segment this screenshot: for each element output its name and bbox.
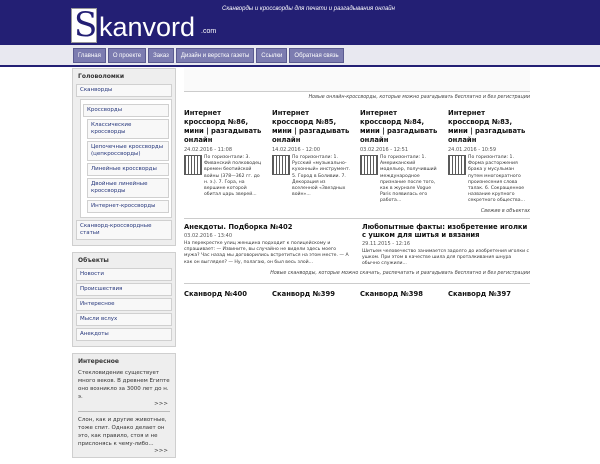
sidebar-item-jokes[interactable]: Анекдоты <box>76 328 172 341</box>
main-content <box>184 68 530 298</box>
nav-links[interactable]: Ссылки <box>256 48 287 63</box>
scanword-card-title[interactable]: Сканворд №399 <box>272 289 335 298</box>
objects-heading: Объекты <box>78 257 109 264</box>
nav-feedback[interactable]: Обратная связь <box>289 48 343 63</box>
puzzles-heading: Головоломки <box>78 73 125 80</box>
fact-more-link[interactable]: >>> <box>154 401 168 407</box>
crossword-card[interactable] <box>448 109 528 205</box>
sidebar-item-news[interactable]: Новости <box>76 268 172 281</box>
article-date: 03.02.2016 - 13:40 <box>184 232 233 239</box>
card-text: По горизонтали: 3. Фиванский полководец времен беотийской войны (378—362 гг. до н. э.). 7. Гора, на вершине которой обитал царь зверей... <box>204 155 262 198</box>
crossword-cards <box>184 109 530 205</box>
articles-row <box>184 223 530 268</box>
card-date: 14.02.2016 - 12:00 <box>272 147 321 153</box>
divider <box>184 218 530 219</box>
card-date: 24.01.2016 - 10:59 <box>448 147 497 153</box>
crossword-thumbnail[interactable] <box>184 155 202 175</box>
sidebar-item-double-linear[interactable]: Двойные линейные кроссворды <box>87 178 169 198</box>
sidebar-item-articles[interactable]: Сканворд-кроссвордные статьи <box>76 220 172 240</box>
crossword-thumbnail[interactable] <box>448 155 466 175</box>
divider <box>184 283 530 284</box>
nav-order[interactable]: Заказ <box>148 48 174 63</box>
nav-design[interactable]: Дизайн и верстка газеты <box>176 48 254 63</box>
scanword-card-title[interactable]: Сканворд №397 <box>448 289 511 298</box>
logo-domain: .com <box>201 28 217 35</box>
nav-home[interactable]: Главная <box>73 48 106 63</box>
card-text: По горизонтали: 1. Форма расторжения брака у мусульман путем многократного произнесения слова талак. 6. Сокращенное название крупного секретного общества... <box>468 155 525 204</box>
crossword-thumbnail[interactable] <box>272 155 290 175</box>
sidebar-item-crosswords[interactable]: Кроссворды <box>83 104 169 117</box>
card-title[interactable]: Интернет кроссворд №86, мини | разгадывать онлайн <box>184 109 262 144</box>
facts-block <box>72 353 176 458</box>
card-title[interactable]: Интернет кроссворд №84, мини | разгадывать онлайн <box>360 109 438 144</box>
sidebar-item-internet[interactable]: Интернет-кроссворды <box>87 200 169 213</box>
card-title[interactable]: Интернет кроссворд №83, мини | разгадывать онлайн <box>448 109 526 144</box>
article-title[interactable]: Любопытные факты: изобретение иголки с ушком для шитья и вязания <box>362 222 528 239</box>
new-crosswords-note: Новые онлайн-кроссворды, которые можно разгадывать бесплатно и без регистрации <box>308 95 530 100</box>
divider <box>78 411 170 412</box>
scanword-card-title[interactable]: Сканворд №400 <box>184 289 247 298</box>
card-title[interactable]: Интернет кроссворд №85, мини | разгадывать онлайн <box>272 109 350 144</box>
article-text: Шитьем человечество занимается задолго до изобретения иголки с ушком. При этом в качестве шила для проталкивания шнура обычно служили... <box>362 248 530 267</box>
fact-more-link[interactable]: >>> <box>154 448 168 454</box>
sidebar <box>72 68 176 464</box>
header <box>0 0 600 45</box>
nav-about[interactable]: О проекте <box>108 48 146 63</box>
sidebar-item-linear[interactable]: Линейные кроссворды <box>87 163 169 176</box>
fact-text: Слон, как и другие животные, тоже спит. Однако делает он это, как правило, стоя и не прислонясь к чему-либо... <box>78 417 167 447</box>
card-text: По горизонтали: 1. Американский модельер, получивший международное признание после того, как в журнале Vogue Paris появилась его работа... <box>380 155 437 204</box>
sidebar-item-classic[interactable]: Классические кроссворды <box>87 119 169 139</box>
top-banner <box>184 68 530 92</box>
article-date: 29.11.2015 - 12:16 <box>362 240 411 247</box>
logo-s[interactable]: S <box>74 5 98 45</box>
article[interactable] <box>184 223 352 268</box>
crossword-thumbnail[interactable] <box>360 155 378 175</box>
new-scanwords-note: Новые сканворды, которые можно скачать, распечатать и разгадывать бесплатно и без регистрации <box>270 270 530 276</box>
crossword-card[interactable] <box>184 109 264 205</box>
article-text: На перекрестке улиц женщина подходит к полицейскому и спрашивает: — Извините, вы случайно не видели здесь моего мужа? Час назад мы договорились встретиться на этом месте. — А как он выглядел? — Ну, полагаю, он был весь злой... <box>184 240 349 265</box>
sidebar-item-thoughts[interactable]: Мысли вслух <box>76 313 172 326</box>
card-date: 03.02.2016 - 12:51 <box>360 147 409 153</box>
card-text: По горизонтали: 1. Русский «музыкально-кухонный» инструмент. 5. Город в Боливии. 7. Декорация из вселенной «Звездных войн»... <box>292 155 351 198</box>
puzzles-block <box>72 68 176 246</box>
sidebar-item-incidents[interactable]: Происшествия <box>76 283 172 296</box>
crossword-card[interactable] <box>272 109 352 205</box>
crossword-card[interactable] <box>360 109 440 205</box>
logo-text[interactable]: kanvord <box>99 12 196 42</box>
card-date: 24.02.2016 - 11:08 <box>184 147 233 153</box>
sidebar-item-scanwords[interactable]: Сканворды <box>76 84 172 97</box>
sidebar-item-chain[interactable]: Цепочечные кроссворды (цепкроссворды) <box>87 141 169 161</box>
facts-heading: Интересное <box>78 358 119 365</box>
article-title[interactable]: Анекдоты. Подборка №402 <box>184 222 293 231</box>
fact-text: Стекловидение существует много веков. В древнем Египте оно возникло за 3000 лет до н. э. <box>78 370 170 400</box>
crosswords-group <box>80 99 172 218</box>
article[interactable] <box>362 223 530 268</box>
sidebar-item-interesting[interactable]: Интересное <box>76 298 172 311</box>
scanword-cards <box>184 290 530 298</box>
tagline: Сканворды и кроссворды для печати и разгадывания онлайн <box>222 6 395 12</box>
scanword-card-title[interactable]: Сканворд №398 <box>360 289 423 298</box>
objects-block <box>72 252 176 347</box>
navbar <box>0 45 600 67</box>
more-objects-link[interactable]: Свежие в объектах <box>480 208 530 214</box>
